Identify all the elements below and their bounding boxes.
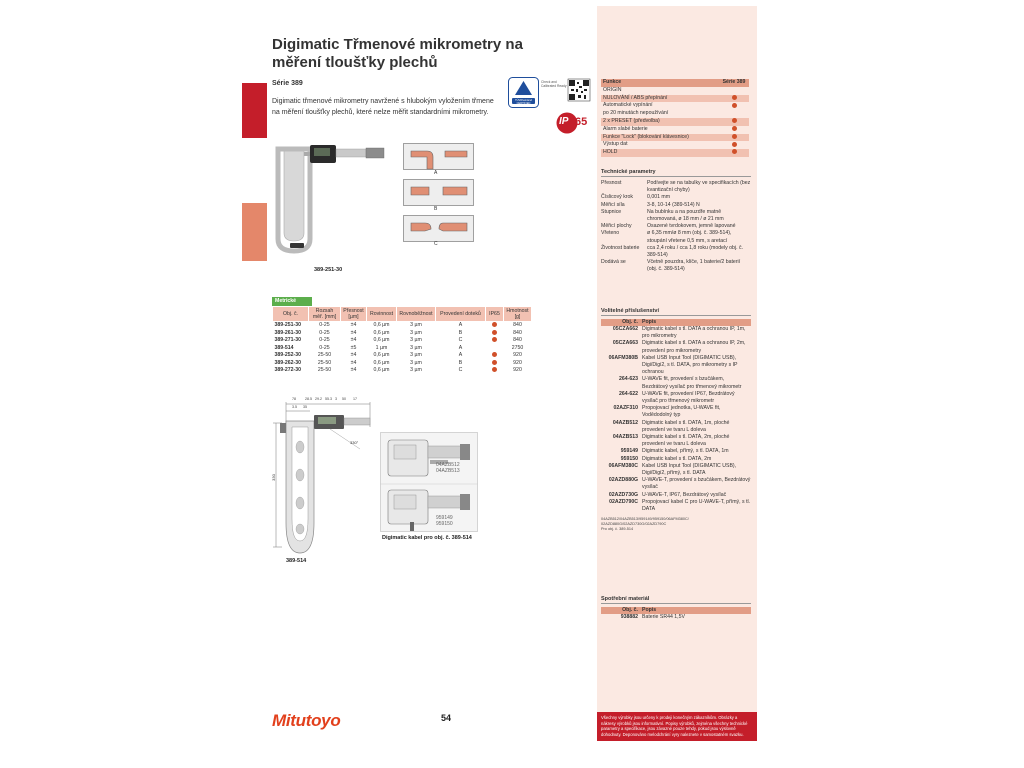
accessory-row	[601, 420, 751, 434]
intro-text: Digimatic třmenové mikrometry navržené s hlubokým vyložením třmene na měření tloušťky plechů, které nelze měřit standardními mikrometry.	[272, 98, 494, 116]
accessory-description: Kabel USB Input Tool (DIGIMATIC USB), Digi/Digi2, s tl. DATA, pro mikrometry s IP ochranou	[642, 354, 738, 376]
tech-param-name: Přesnost	[601, 180, 622, 186]
spec-table-row	[273, 352, 532, 360]
tech-param-name: Vřeteno	[601, 230, 620, 237]
accessory-row	[601, 355, 751, 377]
cell-ip65	[486, 322, 504, 330]
spec-table-row	[273, 360, 532, 368]
functions-row	[601, 87, 749, 95]
cell-parallelism: 3 µm	[410, 337, 422, 343]
accessory-order-no: 264-623	[618, 376, 638, 383]
accessories-col-desc: Popis	[642, 319, 657, 325]
cell-order-no: 389-261-30	[274, 329, 302, 336]
ip-label: IP	[559, 116, 569, 127]
accessory-description: Propojovací kabel C pro U-WAVE-T, přímý, s tl. DATA	[642, 498, 751, 513]
ip65-dot-icon	[492, 367, 497, 372]
tech-param-name: Životnost baterie	[601, 244, 640, 251]
function-support	[719, 134, 749, 142]
function-label: NULOVÁNÍ / ABS přepínání	[601, 95, 719, 103]
col-ip65: IP65	[486, 307, 504, 322]
supported-dot-icon	[732, 134, 737, 139]
height-label: 330	[270, 474, 276, 481]
drawing-caption: 389-514	[286, 558, 307, 564]
accessory-order-no: 02AZD730G	[608, 491, 638, 498]
cell-accuracy: ±4	[350, 367, 357, 373]
cell-anvil-type: B	[458, 329, 463, 336]
accessory-description: Digimatic kabel s tl. DATA, 2m	[642, 455, 712, 462]
accessory-order-no: 959149	[620, 448, 638, 455]
spec-table	[272, 297, 532, 375]
accessory-order-no: 959150	[620, 455, 638, 462]
function-label: Výstup dat	[603, 141, 628, 148]
cell-parallelism: 3 µm	[410, 367, 422, 373]
tech-param-row	[601, 209, 751, 223]
ip65-badge	[556, 110, 592, 136]
cell-flatness: 0,6 µm	[373, 359, 390, 366]
functions-row	[601, 141, 749, 149]
col-order-no: Obj. č.	[273, 307, 309, 322]
cell-ip65	[486, 352, 504, 360]
function-support	[719, 102, 749, 110]
function-label: Automatické vypínání	[603, 102, 653, 109]
consumables-description: Baterie SR44 1,5V	[642, 614, 685, 620]
accessory-order-no: 02AZD880G	[608, 477, 638, 484]
tech-param-value: 0,001 mm	[647, 194, 671, 201]
cell-mass: 2750	[511, 344, 524, 351]
cell-order-no: 389-514	[274, 344, 294, 351]
functions-row	[601, 134, 749, 142]
cell-order-no: 389-271-30	[274, 337, 302, 343]
accessories-note: 04AZB512/04AZB513/959149/959150/06AFM380C/ 02AZD880G/02AZD730G/02AZD790C Pro obj. č. 389-514	[601, 517, 689, 532]
optional-accessories-title: Volitelné příslušenství	[601, 308, 751, 316]
tech-param-row	[601, 230, 751, 244]
functions-row	[601, 118, 749, 126]
ip65-dot-icon	[492, 322, 497, 327]
tech-param-name: Číslicový krok	[601, 194, 633, 201]
functions-row	[601, 149, 749, 157]
col-parallelism: Rovnoběžnost	[397, 307, 436, 322]
accessory-order-no: 02AZD790C	[609, 498, 638, 505]
cell-flatness: 0,6 µm	[373, 367, 390, 373]
accessory-order-no: 04AZB512	[612, 419, 638, 426]
function-support	[719, 87, 749, 95]
dim-3-5: 3.5	[292, 405, 297, 409]
cell-order-no: 389-251-30	[274, 322, 302, 328]
accessory-order-no: 05CZA662	[612, 326, 638, 332]
cell-parallelism: 3 µm	[410, 359, 422, 366]
anvil-label-c: C	[434, 241, 438, 247]
consumables-row	[601, 614, 751, 621]
function-support	[719, 149, 749, 157]
functions-header-left: Funkce	[601, 79, 719, 87]
product-photo	[270, 143, 395, 273]
accessory-row	[601, 405, 751, 419]
consumables-col-order: Obj. č.	[622, 607, 638, 613]
cable-label-bottom: 959149 959150	[436, 515, 453, 527]
metric-tag: Metrické	[272, 297, 312, 306]
supported-dot-icon	[732, 149, 737, 154]
cell-flatness: 0,6 µm	[373, 329, 390, 336]
accessory-description: Propojovací jednotka, U-WAVE fit, Vodědodolný typ	[642, 405, 721, 419]
dim-50: 50	[342, 397, 346, 401]
u-frame-micrometer-image	[270, 143, 395, 263]
technical-parameters-title: Technické parametry	[601, 169, 751, 177]
tech-param-value: ø 6,35 mm/ø 8 mm (obj. č. 389-514), stoupání vřetene 0,5 mm, s aretací	[647, 230, 732, 244]
spec-table-grid	[272, 306, 532, 375]
tech-param-value: Osazené tvrdokovem, jemně lapované	[647, 223, 736, 230]
accessory-order-no: 02AZF310	[613, 405, 638, 412]
accessory-row	[601, 456, 751, 463]
page-title: Digimatic Třmenové mikrometry na měření tloušťky plechů	[272, 36, 523, 71]
dim-28-5: 28.5	[305, 397, 312, 401]
cell-parallelism: 3 µm	[410, 329, 422, 336]
cell-parallelism: 3 µm	[410, 344, 422, 351]
cell-order-no: 389-252-30	[274, 352, 302, 358]
micrometer-dimension-drawing	[270, 397, 375, 567]
dimension-values	[284, 397, 374, 401]
cable-connection-image	[380, 432, 478, 532]
page-number: 54	[441, 713, 452, 723]
cell-flatness: 1 µm	[375, 344, 388, 351]
function-label: 2 x PRESET (předvolba)	[601, 118, 719, 126]
accessory-description: Digimatic kabel s tl. DATA, 2m, ploché provedení ve tvaru L doleva	[642, 434, 730, 448]
accessory-description: U-WAVE fit, provedení s bzučákem, Bezdrátový vysílač pro třmenový mikrometr	[642, 376, 742, 390]
cable-illustration	[380, 432, 478, 540]
functions-header-right: Série 389	[719, 79, 749, 87]
consumables	[601, 596, 751, 621]
supported-dot-icon	[732, 118, 737, 123]
footer-disclaimer: Všechny výrobky jsou určeny k prodeji konečným zákazníkům. Obrázky a nákresy výrobků jsou informativní. Popisy výrobků, zejména všechny technické parametry a specifikace, jsou závazné pouze tehdy, pokud jsou výslovně dohodnuty. Deponováno melodchrání vyry naleznete v samostatném svazku.	[601, 715, 748, 737]
spec-table-row	[273, 367, 532, 375]
ip65-dot-icon	[492, 360, 497, 365]
tech-param-name: Měřicí plochy	[601, 223, 632, 230]
dim-3: 3	[335, 397, 337, 401]
dim-17: 17	[353, 397, 357, 401]
anvil-label-a: A	[434, 170, 438, 176]
accessory-row	[601, 326, 751, 340]
dim-29-2: 29.2	[315, 397, 322, 401]
dimension-values-second	[292, 405, 307, 409]
cell-anvil-type: A	[458, 322, 463, 328]
function-label: po 20 minutách nepoužívání	[603, 110, 669, 117]
tech-param-name: Stupnice	[601, 208, 622, 215]
tech-param-value: cca 2,4 roku / cca 1,8 roku (modely obj. č. 389-514)	[647, 244, 744, 259]
accessory-order-no: 06AFM380B	[608, 354, 638, 361]
cell-accuracy: ±4	[350, 359, 357, 366]
photo-caption: 389-251-30	[314, 267, 343, 273]
technical-parameters-list	[601, 180, 751, 274]
spec-table-row	[273, 330, 532, 338]
cell-mass: 920	[513, 359, 522, 366]
cell-anvil-type: C	[458, 337, 463, 343]
dim-35: 35	[303, 405, 307, 409]
accessory-order-no: 04AZB513	[612, 434, 638, 441]
cell-ip65	[486, 345, 504, 353]
cell-anvil-type: B	[458, 359, 463, 366]
tech-param-value: Na bubínku a na pouzdře matně chromovaná, ø 18 mm / ø 21 mm	[647, 208, 724, 223]
cell-mass: 840	[513, 337, 522, 343]
col-anvil-type: Provedení doteků	[436, 307, 486, 322]
cell-mass: 920	[513, 367, 522, 373]
dimension-drawing	[270, 397, 375, 567]
tech-param-row	[601, 194, 751, 201]
accessory-order-no: 06AFM380C	[608, 462, 638, 469]
cell-accuracy: ±4	[350, 337, 357, 343]
function-label: HOLD	[601, 149, 719, 157]
accessory-description: Digimatic kabel s tl. DATA, 1m, ploché provedení ve tvaru L doleva	[642, 419, 730, 433]
accessory-description: Digimatic kabel s tl. DATA a ochranou IP, 1m, pro mikrometry	[642, 326, 746, 340]
cell-anvil-type: A	[458, 344, 463, 351]
accessories-col-order: Obj. č.	[622, 319, 638, 325]
cell-ip65	[486, 367, 504, 375]
accessory-order-no: 05CZA663	[612, 340, 638, 347]
tech-param-row	[601, 245, 751, 259]
accessories-list	[601, 326, 751, 513]
certification-badge	[508, 77, 592, 109]
tech-param-value: Včetně pouzdra, klíče, 1 baterie/2 baterií (obj. č. 389-514)	[647, 259, 741, 273]
supported-dot-icon	[732, 142, 737, 147]
ip-number: 65	[575, 116, 588, 128]
accessory-row	[601, 376, 751, 390]
accessory-description: U-WAVE fit, provedení IP67, Bezdrátový vysílač pro třmenový mikrometr	[642, 390, 735, 405]
accessory-row	[601, 434, 751, 448]
accessory-row	[601, 463, 751, 477]
accessory-row	[601, 340, 751, 354]
spec-table-header	[273, 307, 532, 322]
accessory-row	[601, 448, 751, 455]
col-range: Rozsah měř. [mm]	[309, 307, 341, 322]
function-support	[719, 110, 749, 118]
cell-mass: 920	[513, 352, 522, 358]
cell-anvil-type: C	[458, 367, 463, 373]
functions-body	[601, 87, 749, 157]
cable-label-top: 04AZB512 04AZB513	[436, 462, 460, 474]
cell-anvil-type: A	[458, 352, 463, 358]
cell-flatness: 0,6 µm	[373, 322, 390, 328]
consumables-title: Spotřební materiál	[601, 596, 751, 604]
cell-range: 0-25	[319, 337, 330, 343]
consumables-header	[601, 607, 751, 614]
cell-mass: 840	[513, 322, 522, 328]
ip65-dot-icon	[492, 337, 497, 342]
accessory-description: U-WAVE-T, provedení s bzučákem, Bezdrátový vysílač	[642, 477, 751, 491]
cell-ip65	[486, 330, 504, 338]
supported-dot-icon	[732, 126, 737, 131]
function-label: ORIGIN	[603, 86, 622, 93]
tech-param-row	[601, 223, 751, 230]
tuv-label: TÜVRheinland CERTIFIED	[515, 99, 532, 105]
tech-param-row	[601, 259, 751, 273]
tech-param-name: Měřicí síla	[601, 201, 625, 208]
accessory-order-no: 264-622	[618, 390, 638, 397]
angle-label: 330°	[350, 440, 359, 445]
cell-flatness: 0,6 µm	[373, 337, 390, 343]
consumables-col-desc: Popis	[642, 607, 657, 613]
dim-78: 78	[292, 397, 296, 401]
spec-table-body	[273, 322, 532, 375]
supported-dot-icon	[732, 103, 737, 108]
cell-parallelism: 3 µm	[410, 322, 422, 328]
series-label: Série 389	[272, 80, 303, 87]
tech-param-row	[601, 180, 751, 194]
anvil-shapes-illustration	[403, 143, 475, 247]
functions-row	[601, 126, 749, 134]
tech-param-value: 3-8, 10-14 (389-514) N	[647, 201, 700, 208]
cell-range: 25-50	[317, 367, 332, 373]
accessory-row	[601, 492, 751, 499]
cell-range: 0-25	[319, 344, 330, 351]
cell-accuracy: ±4	[350, 329, 357, 336]
functions-row	[601, 110, 749, 118]
spec-table-row	[273, 322, 532, 330]
accessory-description: U-WAVE-T, IP67, Bezdrátový vysílač	[642, 491, 727, 498]
function-support	[719, 126, 749, 134]
tech-param-value: Podívejte se na tabulky ve specifikacích (bez kvantizační chyby)	[647, 180, 751, 194]
accessory-description: Digimatic kabel s tl. DATA a ochranou IP, 2m, provedení pro mikrometry	[642, 340, 746, 354]
col-mass: Hmotnost [g]	[504, 307, 532, 322]
qr-caption: Check and Calibrated Ready	[541, 80, 567, 88]
cell-accuracy: ±4	[350, 322, 357, 328]
accessory-row	[601, 499, 751, 513]
spec-table-row	[273, 345, 532, 353]
functions-header	[601, 79, 749, 87]
mitutoyo-logo: Mitutoyo	[272, 711, 341, 730]
col-accuracy: Přesnost [µm]	[341, 307, 367, 322]
cell-range: 0-25	[319, 322, 330, 328]
functions-row	[601, 102, 749, 110]
accent-bar-red	[242, 83, 267, 138]
ip65-dot-icon	[492, 352, 497, 357]
supported-dot-icon	[732, 95, 737, 100]
cell-accuracy: ±5	[350, 344, 357, 351]
accessories-header	[601, 319, 751, 326]
cable-caption: Digimatic kabel pro obj. č. 389-514	[382, 535, 472, 541]
accessory-description: Kabel USB Input Tool (DIGIMATIC USB), Digi/Digi2, přímý, s tl. DATA	[642, 462, 737, 477]
technical-parameters	[601, 169, 751, 274]
cell-flatness: 0,6 µm	[373, 352, 390, 358]
tech-param-row	[601, 202, 751, 209]
optional-accessories	[601, 308, 751, 532]
cell-ip65	[486, 360, 504, 368]
cell-range: 25-50	[317, 359, 332, 366]
functions-row	[601, 95, 749, 103]
function-label: Alarm slabé baterie	[603, 125, 648, 132]
cell-accuracy: ±4	[350, 352, 357, 358]
col-flatness: Rovinnost	[367, 307, 397, 322]
accessory-description: Digimatic kabel, přímý, s tl. DATA, 1m	[642, 448, 729, 455]
accessory-row	[601, 477, 751, 491]
cell-order-no: 389-262-30	[274, 359, 302, 366]
function-support	[719, 118, 749, 126]
anvil-label-b: B	[434, 206, 438, 212]
spec-table-row	[273, 337, 532, 345]
functions-table	[601, 79, 749, 157]
cell-ip65	[486, 337, 504, 345]
cell-mass: 840	[513, 329, 522, 336]
cell-parallelism: 3 µm	[410, 352, 422, 358]
accent-bar-salmon	[242, 203, 267, 261]
accessory-row	[601, 391, 751, 405]
cell-range: 25-50	[317, 352, 332, 358]
function-support	[719, 141, 749, 149]
consumables-order-no: 938882	[620, 614, 638, 620]
function-label: Funkce "Lock" (blokování klávesnice)	[601, 134, 719, 142]
cell-order-no: 389-272-30	[274, 367, 302, 373]
tech-param-name: Dodává se	[601, 259, 626, 266]
cell-range: 0-25	[319, 329, 330, 336]
ip65-dot-icon	[492, 330, 497, 335]
anvil-types-diagram	[403, 143, 475, 247]
dim-55-3: 55.3	[325, 397, 332, 401]
function-support	[719, 95, 749, 103]
